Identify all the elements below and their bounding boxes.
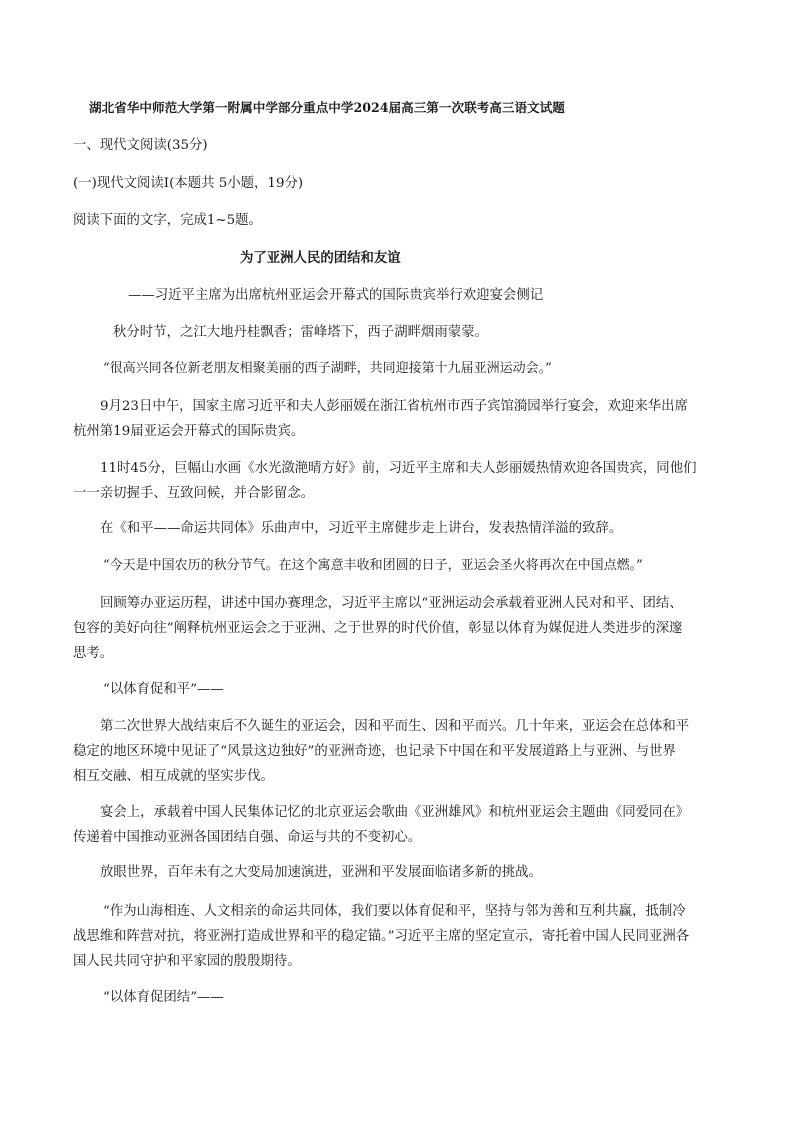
paragraph-line: “以体育促团结”——	[103, 990, 224, 1005]
reading-instruction: 阅读下面的文字，完成1~5题。	[73, 213, 262, 228]
paragraph-line: 战思维和阵营对抗，将亚洲打造成世界和平的稳定锚。”习近平主席的坚定宣示，寄托着中国人民同亚洲各	[73, 929, 690, 944]
paragraph-line: 包容的美好向往”阐释杭州亚运会之于亚洲、之于世界的时代价值，彰显以体育为媒促进人类进步的深邃	[73, 621, 683, 636]
paragraph-line: “以体育促和平”——	[103, 682, 224, 697]
paragraph-line: 相互交融、相互成就的坚实步伐。	[73, 769, 274, 784]
paragraph-line: 国人民共同守护和平家园的殷殷期待。	[73, 954, 301, 969]
paragraph-line: 秋分时节，之江大地丹桂飘香；雷峰塔下，西子湖畔烟雨蒙蒙。	[113, 325, 488, 340]
article-subtitle: ——习近平主席为出席杭州亚运会开幕式的国际贵宾举行欢迎宴会侧记	[128, 288, 544, 303]
paragraph-line: 第二次世界大战结束后不久诞生的亚运会，因和平而生、因和平而兴。几十年来，亚运会在总体和平	[100, 719, 690, 734]
paragraph-line: 稳定的地区环境中见证了“风景这边独好”的亚洲奇迹，也记录下中国在和平发展道路上与亚洲、与世界	[73, 744, 676, 759]
paragraph-line: 宴会上，承载着中国人民集体记忆的北京亚运会歌曲《亚洲雄风》和杭州亚运会主题曲《同爱同在》	[100, 805, 690, 820]
paragraph-line: 11时45分，巨幅山水画《水光潋滟晴方好》前，习近平主席和夫人彭丽媛热情欢迎各国贵宾，同他们	[100, 461, 697, 476]
article-title: 为了亚洲人民的团结和友谊	[240, 250, 401, 266]
paragraph-line: 放眼世界，百年未有之大变局加速演进，亚洲和平发展面临诸多新的挑战。	[100, 865, 542, 880]
paragraph-line: 一一亲切握手、互致问候，并合影留念。	[73, 486, 315, 501]
document-title: 湖北省华中师范大学第一附属中学部分重点中学2024届高三第一次联考高三语文试题	[89, 100, 565, 115]
paragraph-line: 思考。	[73, 646, 114, 661]
section-heading: 一、现代文阅读(35分)	[73, 138, 208, 153]
sub-section-heading: (一)现代文阅读Ⅰ(本题共 5小题，19分)	[73, 176, 304, 191]
paragraph-line: 在《和平——命运共同体》乐曲声中，习近平主席健步走上讲台，发表热情洋溢的致辞。	[100, 521, 623, 536]
paragraph-line: 传递着中国推动亚洲各国团结自强、命运与共的不变初心。	[73, 830, 422, 845]
paragraph-line: “作为山海相连、人文相亲的命运共同体，我们要以体育促和平，坚持与邻为善和互利共赢，抵制冷	[103, 904, 686, 919]
paragraph-line: 9月23日中午，国家主席习近平和夫人彭丽媛在浙江省杭州市西子宾馆漪园举行宴会，欢迎来华出席	[100, 399, 688, 414]
paragraph-line: 回顾筹办亚运历程，讲述中国办赛理念，习近平主席以“亚洲运动会承载着亚洲人民对和平、团结、	[100, 596, 683, 611]
paragraph-line: “今天是中国农历的秋分节气。在这个寓意丰收和团圆的日子，亚运会圣火将再次在中国点燃。”	[103, 558, 643, 573]
paragraph-line: 杭州第19届亚运会开幕式的国际贵宾。	[73, 424, 305, 439]
paragraph-line: “很高兴同各位新老朋友相聚美丽的西子湖畔，共同迎接第十九届亚洲运动会。”	[103, 361, 552, 376]
